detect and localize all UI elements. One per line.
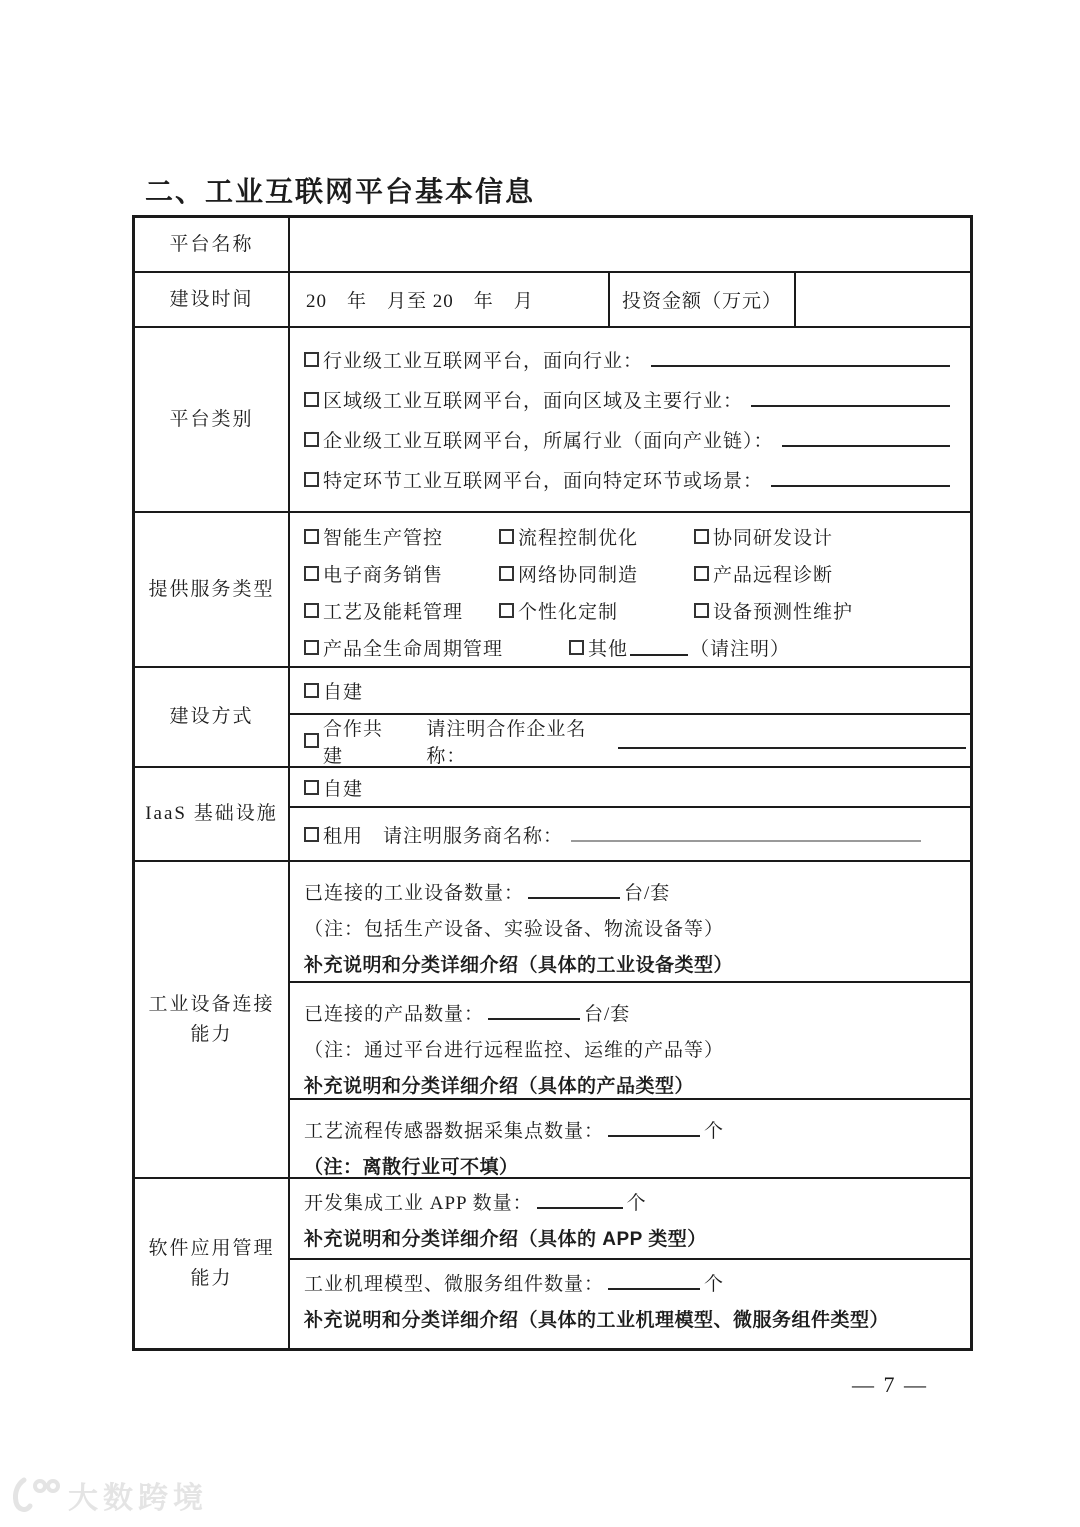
- checkbox-customization[interactable]: [499, 603, 514, 618]
- build-mode-label: 建设方式: [135, 668, 290, 766]
- iaas-rented-option: [290, 808, 970, 860]
- provider-name-blank[interactable]: [571, 826, 921, 842]
- service-option: 电子商务销售: [323, 565, 444, 586]
- service-option-other: 其他: [588, 639, 629, 660]
- checkbox-remote-diagnosis[interactable]: [694, 566, 709, 581]
- model-count-blank[interactable]: [608, 1274, 700, 1290]
- service-line-1: [290, 518, 970, 555]
- iaas-label: IaaS 基础设施: [135, 768, 290, 860]
- device-connect-label: 工业设备连接能力: [135, 862, 290, 1177]
- app-count-section: [290, 1179, 970, 1258]
- iaas-self-option: [290, 768, 970, 806]
- model-detail-heading: 补充说明和分类详细介绍（具体的工业机理模型、微服务组件类型）: [304, 1309, 890, 1331]
- sensor-count-note: （注：离散行业可不填）: [304, 1156, 519, 1178]
- software-label: 软件应用管理能力: [135, 1179, 290, 1348]
- watermark-text: 大数跨境: [68, 1482, 208, 1515]
- product-count-note: （注：通过平台进行远程监控、运维的产品等）: [304, 1039, 725, 1061]
- service-option: 工艺及能耗管理: [323, 602, 464, 623]
- coop-company-blank[interactable]: [618, 733, 966, 749]
- category-option-enterprise: [290, 419, 970, 459]
- app-count-prefix: 开发集成工业 APP 数量：: [304, 1192, 533, 1214]
- category-option-specific: [290, 459, 970, 499]
- row-build-mode: [135, 666, 970, 766]
- product-count-section: [290, 981, 970, 1098]
- platform-name-label: 平台名称: [135, 218, 290, 271]
- watermark: [10, 1473, 208, 1517]
- service-option: 网络协同制造: [518, 565, 639, 586]
- product-count-blank[interactable]: [488, 1004, 580, 1020]
- device-detail-heading: 补充说明和分类详细介绍（具体的工业设备类型）: [304, 954, 734, 976]
- service-option: 个性化定制: [518, 602, 619, 623]
- checkbox-region-level[interactable]: [304, 392, 319, 407]
- build-time-label: 建设时间: [135, 273, 290, 326]
- device-count-unit: 台/套: [624, 882, 671, 904]
- checkbox-co-built[interactable]: [304, 733, 319, 748]
- build-mode-self-option: [290, 668, 970, 713]
- category-option-region-label: 区域级工业互联网平台，面向区域及主要行业：: [323, 390, 744, 412]
- app-count-blank[interactable]: [537, 1193, 623, 1209]
- category-option-industry-label: 行业级工业互联网平台，面向行业：: [323, 350, 644, 372]
- checkbox-process-control[interactable]: [499, 529, 514, 544]
- iaas-self-label: 自建: [323, 778, 364, 800]
- category-option-enterprise-label: 企业级工业互联网平台，所属行业（面向产业链）：: [323, 430, 774, 452]
- other-service-suffix: （请注明）: [690, 639, 791, 660]
- build-mode-self-label: 自建: [323, 682, 364, 703]
- platform-info-table: [132, 215, 973, 1351]
- checkbox-self-built[interactable]: [304, 683, 319, 698]
- row-platform-name: [135, 218, 970, 271]
- fill-in-blank[interactable]: [782, 445, 950, 447]
- platform-category-label: 平台类别: [135, 328, 290, 511]
- page-number: — 7 —: [852, 1372, 928, 1397]
- checkbox-ecommerce[interactable]: [304, 566, 319, 581]
- row-platform-category: [135, 326, 970, 511]
- device-count-section: [290, 862, 970, 981]
- sensor-count-unit: 个: [704, 1120, 725, 1142]
- checkbox-energy-management[interactable]: [304, 603, 319, 618]
- row-software: [135, 1177, 970, 1348]
- fill-in-blank[interactable]: [771, 485, 950, 487]
- service-option: 智能生产管控: [323, 528, 444, 549]
- platform-name-value-cell[interactable]: [290, 218, 970, 271]
- service-line-3: [290, 592, 970, 629]
- fill-in-blank[interactable]: [651, 365, 950, 367]
- checkbox-iaas-self-built[interactable]: [304, 780, 319, 795]
- checkbox-industry-level[interactable]: [304, 352, 319, 367]
- build-time-period-cell[interactable]: [290, 273, 608, 326]
- model-count-section: [290, 1258, 970, 1348]
- app-count-unit: 个: [626, 1192, 647, 1214]
- service-option: 产品全生命周期管理: [323, 639, 504, 660]
- category-option-region: [290, 379, 970, 419]
- product-count-prefix: 已连接的产品数量：: [304, 1003, 485, 1025]
- sensor-count-prefix: 工艺流程传感器数据采集点数量：: [304, 1120, 605, 1142]
- row-device-connect: [135, 860, 970, 1177]
- service-line-2: [290, 555, 970, 592]
- checkbox-collab-rd[interactable]: [694, 529, 709, 544]
- row-service-types: [135, 511, 970, 666]
- checkbox-specific-link[interactable]: [304, 472, 319, 487]
- build-time-period: 20 年 月至 20 年 月: [306, 291, 534, 312]
- product-detail-heading: 补充说明和分类详细介绍（具体的产品类型）: [304, 1075, 695, 1097]
- model-count-unit: 个: [704, 1273, 725, 1295]
- sensor-count-blank[interactable]: [608, 1121, 700, 1137]
- service-option: 产品远程诊断: [713, 565, 834, 586]
- checkbox-iaas-rented[interactable]: [304, 827, 319, 842]
- row-iaas: [135, 766, 970, 860]
- checkbox-network-manufacture[interactable]: [499, 566, 514, 581]
- product-count-unit: 台/套: [584, 1003, 631, 1025]
- category-option-industry: [290, 339, 970, 379]
- service-option: 设备预测性维护: [713, 602, 854, 623]
- fill-in-blank[interactable]: [751, 405, 950, 407]
- checkbox-enterprise-level[interactable]: [304, 432, 319, 447]
- checkbox-lifecycle-management[interactable]: [304, 640, 319, 655]
- row-build-time: [135, 271, 970, 326]
- service-line-4: [290, 629, 970, 666]
- category-option-specific-label: 特定环节工业互联网平台，面向特定环节或场景：: [323, 470, 764, 492]
- device-count-blank[interactable]: [528, 883, 620, 899]
- service-option: 协同研发设计: [713, 528, 834, 549]
- investment-label: 投资金额（万元）: [622, 291, 783, 312]
- build-mode-coop-label: 合作共建: [323, 718, 384, 767]
- service-types-label: 提供服务类型: [135, 513, 290, 666]
- iaas-rented-label: 租用: [323, 825, 364, 847]
- service-option: 流程控制优化: [518, 528, 639, 549]
- model-count-prefix: 工业机理模型、微服务组件数量：: [304, 1273, 605, 1295]
- checkbox-predictive-maintenance[interactable]: [694, 603, 709, 618]
- build-mode-coop-note: 请注明合作企业名称：: [426, 718, 587, 767]
- device-count-note: （注：包括生产设备、实验设备、物流设备等）: [304, 918, 725, 940]
- investment-label-cell: [608, 273, 794, 326]
- watermark-logo-icon: [10, 1474, 62, 1516]
- device-count-prefix: 已连接的工业设备数量：: [304, 882, 525, 904]
- checkbox-other[interactable]: [569, 640, 584, 655]
- build-mode-coop-option: [290, 715, 970, 766]
- section-title: 二、工业互联网平台基本信息: [145, 176, 536, 207]
- investment-value-cell[interactable]: [794, 273, 970, 326]
- iaas-rented-note: 请注明服务商名称：: [383, 825, 564, 847]
- sensor-count-section: [290, 1098, 970, 1177]
- other-service-blank[interactable]: [630, 640, 688, 656]
- checkbox-smart-production[interactable]: [304, 529, 319, 544]
- app-detail-heading: 补充说明和分类详细介绍（具体的 APP 类型）: [304, 1228, 707, 1250]
